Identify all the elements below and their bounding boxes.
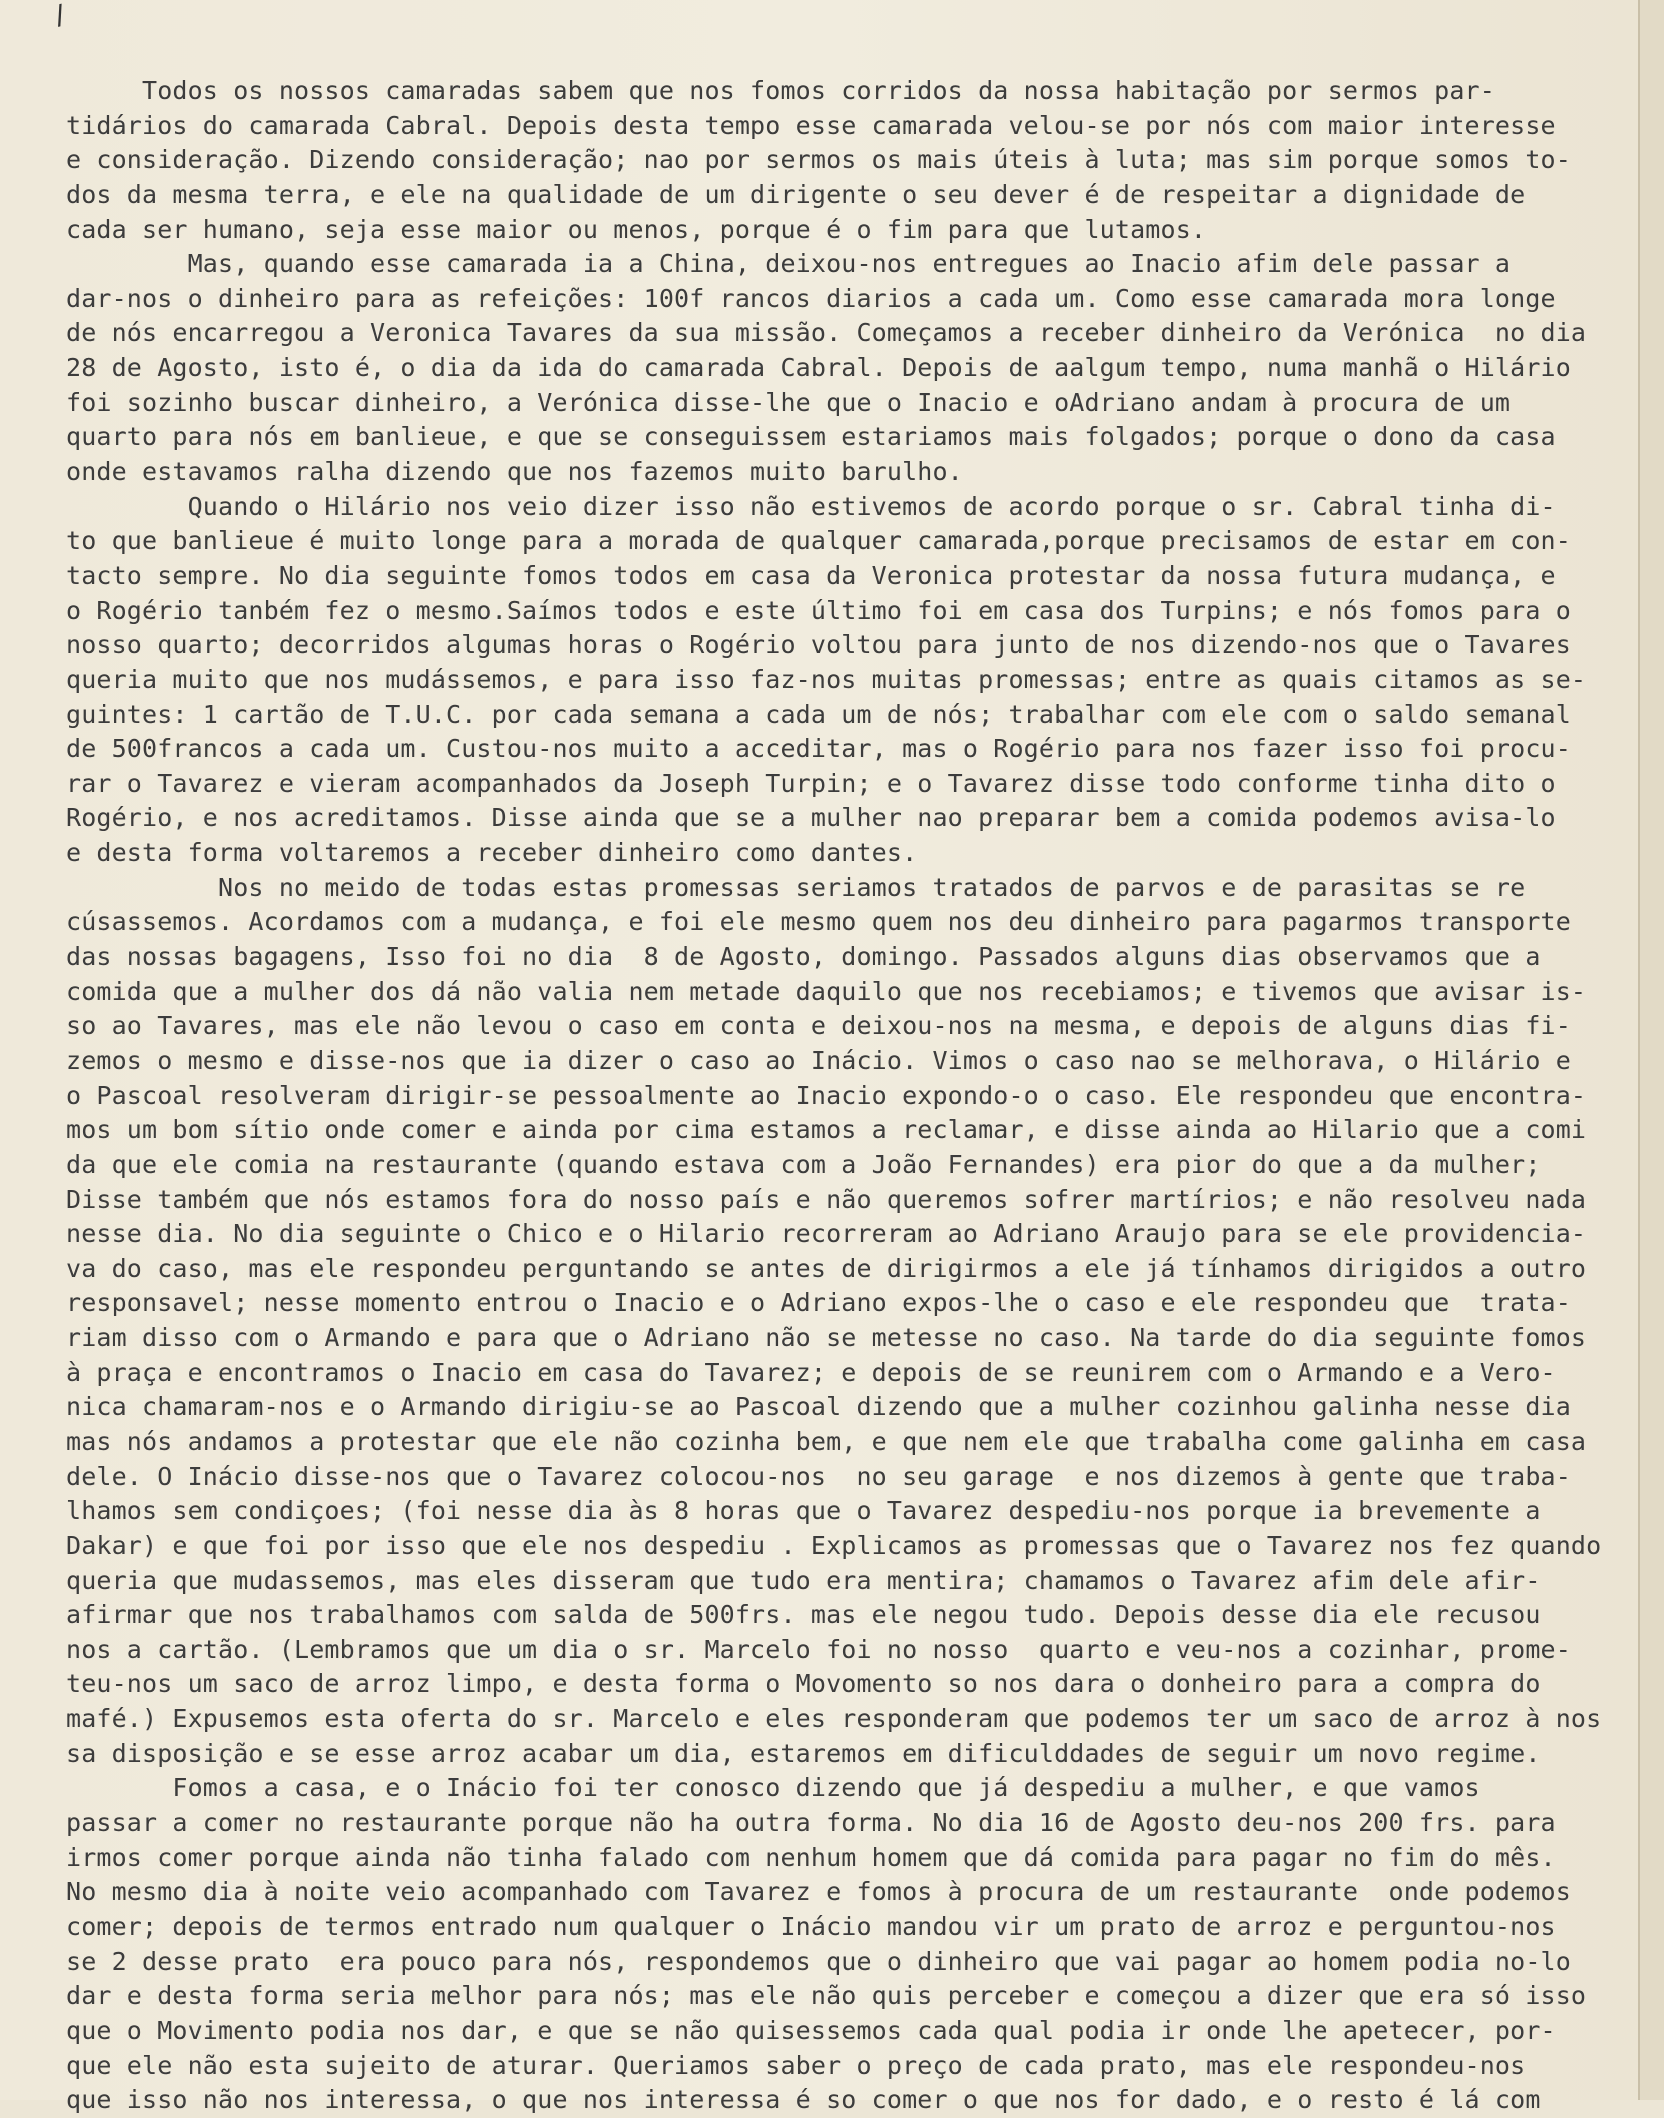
text-line: Todos os nossos camaradas sabem que nos fomos corridos da nossa habitação por sermos par- xyxy=(66,76,1495,105)
text-line: mafé.) Expusemos esta oferta do sr. Marcelo e eles responderam que podemos ter um saco de arroz à nos xyxy=(66,1704,1602,1734)
text-line: Dakar) e que foi por isso que ele nos despediu . Explicamos as promessas que o Tavarez nos fez quando xyxy=(66,1530,1602,1560)
text-line: de nós encarregou a Veronica Tavares da sua missão. Começamos a receber dinheiro da Verónica no dia xyxy=(66,318,1587,348)
text-line: que isso não nos interessa, o que nos interessa é so comer o que nos for dado, e o resto é lá com xyxy=(66,2085,1541,2115)
text-line: e desta forma voltaremos a receber dinheiro como dantes. xyxy=(66,838,918,868)
text-line: dar e desta forma seria melhor para nós; mas ele não quis perceber e começou a dizer que era só isso xyxy=(66,1981,1587,2011)
text-line: afirmar que nos trabalhamos com salda de 500frs. mas ele negou tudo. Depois desse dia ele recusou xyxy=(66,1600,1541,1630)
text-line: nesse dia. No dia seguinte o Chico e o Hilario recorreram ao Adriano Araujo para se ele providencia- xyxy=(66,1219,1587,1249)
text-line: 28 de Agosto, isto é, o dia da ida do camarada Cabral. Depois de aalgum tempo, numa manhã o Hilário xyxy=(66,353,1571,383)
text-line: lhamos sem condiçoes; (foi nesse dia às 8 horas que o Tavarez despediu-nos porque ia brevemente a xyxy=(66,1496,1541,1526)
text-line: riam disso com o Armando e para que o Adriano não se metesse no caso. Na tarde do dia seguinte fomos xyxy=(66,1323,1587,1353)
text-line: queria que mudassemos, mas eles disseram que tudo era mentira; chamamos o Tavarez afim dele afir- xyxy=(66,1565,1541,1595)
text-line: queria muito que nos mudássemos, e para isso faz-nos muitas promessas; entre as quais citamos as se- xyxy=(66,664,1587,694)
text-line: de 500francos a cada um. Custou-nos muito a acceditar, mas o Rogério para nos fazer isso foi procu- xyxy=(66,734,1571,764)
typed-text-body xyxy=(66,74,1640,2118)
text-line: da que ele comia na restaurante (quando estava com a João Fernandes) era pior do que a da mulher; xyxy=(66,1149,1541,1179)
text-line: cúsassemos. Acordamos com a mudança, e foi ele mesmo quem nos deu dinheiro para pagarmos transporte xyxy=(66,907,1571,937)
text-line: rar o Tavarez e vieram acompanhados da Joseph Turpin; e o Tavarez disse todo conforme tinha dito o xyxy=(66,768,1556,798)
text-line: Fomos a casa, e o Inácio foi ter conosco dizendo que já despediu a mulher, e que vamos xyxy=(66,1773,1480,1803)
text-line: guintes: 1 cartão de T.U.C. por cada semana a cada um de nós; trabalhar com ele com o saldo semanal xyxy=(66,699,1571,729)
text-line: se 2 desse prato era pouco para nós, respondemos que o dinheiro que vai pagar ao homem podia no-lo xyxy=(66,1946,1571,1976)
text-line: dele. O Inácio disse-nos que o Tavarez colocou-nos no seu garage e nos dizemos à gente que traba- xyxy=(66,1461,1571,1491)
text-line: cada ser humano, seja esse maior ou menos, porque é o fim para que lutamos. xyxy=(66,214,1207,244)
text-line: nosso quarto; decorridos algumas horas o Rogério voltou para junto de nos dizendo-nos que o Tavares xyxy=(66,630,1571,660)
page-edge xyxy=(1638,0,1664,2100)
text-line: mos um bom sítio onde comer e ainda por cima estamos a reclamar, e disse ainda ao Hilario que a comi xyxy=(66,1115,1587,1145)
text-line: que o Movimento podia nos dar, e que se não quisessemos cada qual podia ir onde lhe apetecer, por- xyxy=(66,2015,1556,2045)
text-line: zemos o mesmo e disse-nos que ia dizer o caso ao Inácio. Vimos o caso nao se melhorava, o Hilário e xyxy=(66,1045,1571,1075)
text-line: irmos comer porque ainda não tinha falado com nenhum homem que dá comida para pagar no fim do mês. xyxy=(66,1842,1556,1872)
text-line: mas nós andamos a protestar que ele não cozinha bem, e que nem ele que trabalha come galinha em casa xyxy=(66,1426,1587,1456)
text-line: to que banlieue é muito longe para a morada de qualquer camarada,porque precisamos de estar em con- xyxy=(66,526,1571,556)
text-line: so ao Tavares, mas ele não levou o caso em conta e deixou-nos na mesma, e depois de alguns dias fi- xyxy=(66,1011,1571,1041)
text-line: dar-nos o dinheiro para as refeições: 100f rancos diarios a cada um. Como esse camarada mora longe xyxy=(66,283,1556,313)
text-line: comer; depois de termos entrado num qualquer o Inácio mandou vir um prato de arroz e perguntou-nos xyxy=(66,1911,1556,1941)
text-line: nica chamaram-nos e o Armando dirigiu-se ao Pascoal dizendo que a mulher cozinhou galinha nesse dia xyxy=(66,1392,1571,1422)
text-line: Nos no meido de todas estas promessas seriamos tratados de parvos e de parasitas se re xyxy=(66,872,1526,902)
text-line: o Rogério tanbém fez o mesmo.Saímos todos e este último foi em casa dos Turpins; e nós fomos para o xyxy=(66,595,1571,625)
text-line: à praça e encontramos o Inacio em casa do Tavarez; e depois de se reunirem com o Armando e a Vero- xyxy=(66,1357,1556,1387)
text-line: Disse também que nós estamos fora do nosso país e não queremos sofrer martírios; e não resolveu nada xyxy=(66,1184,1587,1214)
text-line: Quando o Hilário nos veio dizer isso não estivemos de acordo porque o sr. Cabral tinha di- xyxy=(66,491,1556,521)
text-line: va do caso, mas ele respondeu perguntando se antes de dirigirmos a ele já tínhamos dirigidos a outro xyxy=(66,1253,1587,1283)
text-line: que ele não esta sujeito de aturar. Queriamos saber o preço de cada prato, mas ele respondeu-nos xyxy=(66,2050,1526,2080)
text-line: comida que a mulher dos dá não valia nem metade daquilo que nos recebiamos; e tivemos que avisar is- xyxy=(66,976,1587,1006)
text-line: responsavel; nesse momento entrou o Inacio e o Adriano expos-lhe o caso e ele respondeu que trata- xyxy=(66,1288,1571,1318)
page-mark: / xyxy=(52,0,68,34)
text-line: No mesmo dia à noite veio acompanhado com Tavarez e fomos à procura de um restaurante onde podemos xyxy=(66,1877,1571,1907)
text-line: tidários do camarada Cabral. Depois desta tempo esse camarada velou-se por nós com maior interesse xyxy=(66,110,1556,140)
text-line: tacto sempre. No dia seguinte fomos todos em casa da Veronica protestar da nossa futura mudança, e xyxy=(66,560,1556,590)
text-line: das nossas bagagens, Isso foi no dia 8 de Agosto, domingo. Passados alguns dias observamos que a xyxy=(66,942,1541,972)
text-line: o Pascoal resolveram dirigir-se pessoalmente ao Inacio expondo-o o caso. Ele respondeu que encontra- xyxy=(66,1080,1587,1110)
text-line: Mas, quando esse camarada ia a China, deixou-nos entregues ao Inacio afim dele passar a xyxy=(66,249,1511,279)
text-line: passar a comer no restaurante porque não ha outra forma. No dia 16 de Agosto deu-nos 200 frs. para xyxy=(66,1808,1556,1838)
text-line: sa disposição e se esse arroz acabar um dia, estaremos em dificulddades de seguir um novo regime. xyxy=(66,1738,1541,1768)
text-line: dos da mesma terra, e ele na qualidade de um dirigente o seu dever é de respeitar a dignidade de xyxy=(66,179,1526,209)
text-line: onde estavamos ralha dizendo que nos fazemos muito barulho. xyxy=(66,457,963,487)
text-line: nos a cartão. (Lembramos que um dia o sr. Marcelo foi no nosso quarto e veu-nos a cozinhar, prome- xyxy=(66,1634,1571,1664)
text-line: teu-nos um saco de arroz limpo, e desta forma o Movomento so nos dara o donheiro para a compra do xyxy=(66,1669,1541,1699)
text-line: Rogério, e nos acreditamos. Disse ainda que se a mulher nao preparar bem a comida podemos avisa-lo xyxy=(66,803,1556,833)
text-line: e consideração. Dizendo consideração; nao por sermos os mais úteis à luta; mas sim porque somos to- xyxy=(66,145,1571,175)
text-line: foi sozinho buscar dinheiro, a Verónica disse-lhe que o Inacio e oAdriano andam à procura de um xyxy=(66,387,1511,417)
text-line: quarto para nós em banlieue, e que se conseguissem estariamos mais folgados; porque o dono da casa xyxy=(66,422,1556,452)
